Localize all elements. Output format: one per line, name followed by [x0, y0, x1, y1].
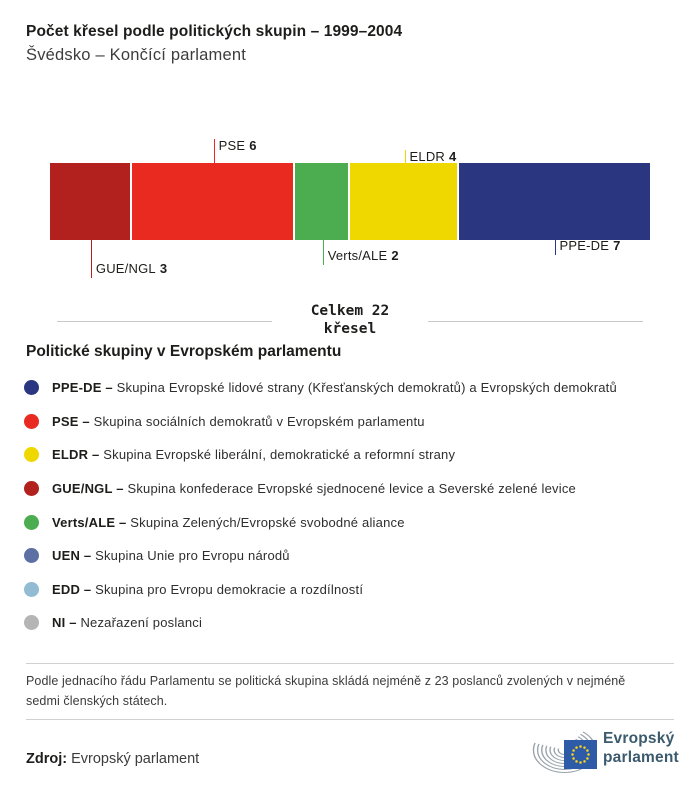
legend-dot-verts-ale: [24, 515, 39, 530]
total-seats-line1: Celkem 22: [310, 303, 390, 319]
page-subtitle: Švédsko – Končící parlament: [26, 46, 247, 64]
eu-flag-stars: [564, 740, 597, 769]
ep-logo: [530, 725, 696, 777]
legend-dot-uen: [24, 548, 39, 563]
label-leader-pse: [214, 139, 216, 163]
legend-item-verts-ale: [24, 505, 684, 539]
legend-title: Politické skupiny v Evropském parlamentu: [26, 343, 342, 360]
total-seats-line2: křesel: [323, 320, 377, 337]
bar-segment-eldr: [350, 163, 459, 240]
legend-item-text: UEN – Skupina Unie pro Evropu národů: [52, 548, 290, 564]
bar-label-value: 4: [449, 149, 457, 164]
footnote: Podle jednacího řádu Parlamentu se politická skupina skládá nejméně z 23 poslanců zvolených v nejméně sedmi členských státech.: [26, 674, 626, 708]
legend-dot-ppe-de: [24, 380, 39, 395]
legend-item-eldr: [24, 438, 684, 472]
bar-label-eldr: [410, 149, 457, 165]
legend-item-text: GUE/NGL – Skupina konfederace Evropské sjednocené levice a Severské zelené levice: [52, 481, 576, 497]
legend-item-ni: [24, 606, 684, 640]
divider-top: [26, 663, 674, 664]
legend-dot-pse: [24, 414, 39, 429]
legend-dot-gue-ngl: [24, 481, 39, 496]
legend-item-text: NI – Nezařazení poslanci: [52, 615, 203, 631]
legend-item-gue-ngl: [24, 472, 684, 506]
eu-flag-icon: [564, 740, 597, 769]
bar-label-group: PPE-DE: [559, 238, 610, 253]
bar-segment-gue-ngl: [50, 163, 132, 240]
legend-item-ppe-de: [24, 371, 684, 405]
legend-item-edd: [24, 573, 684, 607]
legend-item-pse: [24, 405, 684, 439]
bar-label-value: 2: [391, 248, 399, 263]
bar-label-group: Verts/ALE: [327, 248, 388, 263]
ep-logo-text-line2: parlament: [603, 749, 679, 766]
bar-label-group: GUE/NGL: [95, 261, 156, 276]
legend-item-text: Verts/ALE – Skupina Zelených/Evropské svobodné aliance: [52, 514, 405, 530]
legend-item-text: PSE – Skupina sociálních demokratů v Evropském parlamentu: [52, 413, 425, 429]
legend-dot-ni: [24, 615, 39, 630]
legend-item-text: ELDR – Skupina Evropské liberální, demokratické a reformní strany: [52, 447, 456, 463]
bar-segment-ppe-de: [459, 163, 650, 240]
bar-segment-pse: [132, 163, 296, 240]
bar-label-group: PSE: [218, 138, 246, 153]
legend-item-uen: [24, 539, 684, 573]
ep-logo-text: [603, 729, 679, 767]
legend-list: [24, 371, 684, 640]
bar-label-value: 7: [613, 238, 621, 253]
bar-segment-verts-ale: [295, 163, 350, 240]
label-leader-gue-ngl: [91, 240, 93, 278]
bar-label-verts-ale: [328, 248, 399, 264]
legend-dot-eldr: [24, 447, 39, 462]
total-divider-right: [428, 321, 643, 322]
ep-logo-text-line1: Evropský: [603, 730, 675, 747]
page-title: Počet křesel podle politických skupin – 1999–2004: [26, 23, 403, 40]
bar-label-pse: [219, 138, 257, 154]
label-leader-verts-ale: [323, 240, 325, 265]
label-leader-ppe-de: [555, 240, 557, 255]
source-line: [26, 751, 199, 767]
bar-label-ppe-de: [560, 238, 621, 254]
legend-item-text: EDD – Skupina pro Evropu demokracie a rozdílností: [52, 581, 364, 597]
label-leader-eldr: [405, 150, 407, 163]
source-text: Evropský parlament: [71, 751, 200, 767]
bar-label-value: 3: [159, 261, 168, 276]
legend-dot-edd: [24, 582, 39, 597]
bar-label-value: 6: [249, 138, 257, 153]
bar-label-gue-ngl: [96, 261, 167, 277]
divider-bottom: [26, 719, 674, 720]
bar-label-group: ELDR: [409, 149, 446, 164]
source-label: Zdroj:: [26, 751, 68, 767]
seats-bar-chart: [50, 138, 650, 276]
legend-item-text: PPE-DE – Skupina Evropské lidové strany (Křesťanských demokratů) a Evropských demokratů: [52, 380, 617, 396]
